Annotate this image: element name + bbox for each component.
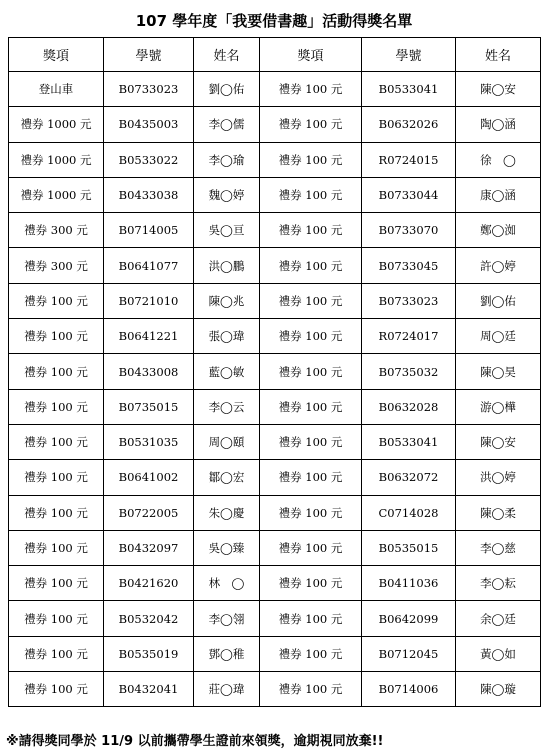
student-id-cell: B0733070 bbox=[362, 213, 456, 248]
name-cell: 洪◯鵬 bbox=[194, 248, 260, 283]
prize-cell: 禮券 100 元 bbox=[9, 460, 104, 495]
name-cell: 李◯耘 bbox=[456, 566, 541, 601]
prize-cell: 禮券 300 元 bbox=[9, 213, 104, 248]
student-id-cell: B0632028 bbox=[362, 389, 456, 424]
name-cell: 周◯廷 bbox=[456, 319, 541, 354]
prize-cell: 禮券 100 元 bbox=[260, 72, 362, 107]
student-id-cell: B0641221 bbox=[104, 319, 194, 354]
name-cell: 李◯慈 bbox=[456, 530, 541, 565]
prize-cell: 禮券 100 元 bbox=[260, 389, 362, 424]
name-cell: 黃◯如 bbox=[456, 636, 541, 671]
student-id-cell: B0733044 bbox=[362, 177, 456, 212]
prize-cell: 禮券 100 元 bbox=[9, 354, 104, 389]
student-id-cell: B0535019 bbox=[104, 636, 194, 671]
student-id-cell: B0421620 bbox=[104, 566, 194, 601]
name-cell: 陶◯涵 bbox=[456, 107, 541, 142]
prize-cell: 禮券 100 元 bbox=[260, 248, 362, 283]
prize-cell: 禮券 100 元 bbox=[260, 107, 362, 142]
prize-cell: 禮券 100 元 bbox=[9, 566, 104, 601]
student-id-cell: B0533041 bbox=[362, 72, 456, 107]
name-cell: 李◯瑜 bbox=[194, 142, 260, 177]
name-cell: 吳◯臻 bbox=[194, 530, 260, 565]
name-cell: 陳◯柔 bbox=[456, 495, 541, 530]
name-cell: 康◯涵 bbox=[456, 177, 541, 212]
name-cell: 鄭◯洳 bbox=[456, 213, 541, 248]
name-cell: 莊◯瑋 bbox=[194, 672, 260, 707]
name-cell: 魏◯婷 bbox=[194, 177, 260, 212]
name-cell: 陳◯安 bbox=[456, 72, 541, 107]
table-row bbox=[9, 72, 541, 107]
prize-cell: 禮券 100 元 bbox=[260, 495, 362, 530]
student-id-cell: B0432041 bbox=[104, 672, 194, 707]
prize-cell: 禮券 100 元 bbox=[260, 319, 362, 354]
table-row bbox=[9, 107, 541, 142]
prize-cell: 禮券 300 元 bbox=[9, 248, 104, 283]
student-id-cell: B0722005 bbox=[104, 495, 194, 530]
name-cell: 鄒◯宏 bbox=[194, 460, 260, 495]
student-id-cell: B0733045 bbox=[362, 248, 456, 283]
student-id-cell: B0632072 bbox=[362, 460, 456, 495]
table-row bbox=[9, 389, 541, 424]
header-prize: 獎項 bbox=[9, 38, 104, 72]
prize-cell: 禮券 100 元 bbox=[260, 566, 362, 601]
student-id-cell: B0712045 bbox=[362, 636, 456, 671]
student-id-cell: B0533022 bbox=[104, 142, 194, 177]
name-cell: 游◯樺 bbox=[456, 389, 541, 424]
student-id-cell: B0721010 bbox=[104, 283, 194, 318]
student-id-cell: B0533041 bbox=[362, 424, 456, 459]
table-row bbox=[9, 566, 541, 601]
student-id-cell: B0433008 bbox=[104, 354, 194, 389]
name-cell: 劉◯佑 bbox=[194, 72, 260, 107]
name-cell: 吳◯亘 bbox=[194, 213, 260, 248]
name-cell: 陳◯璇 bbox=[456, 672, 541, 707]
prize-cell: 禮券 100 元 bbox=[260, 283, 362, 318]
header-name: 姓名 bbox=[194, 38, 260, 72]
name-cell: 林 ◯ bbox=[194, 566, 260, 601]
prize-cell: 禮券 100 元 bbox=[9, 601, 104, 636]
prize-cell: 禮券 100 元 bbox=[260, 424, 362, 459]
prize-cell: 禮券 1000 元 bbox=[9, 142, 104, 177]
prize-cell: 禮券 100 元 bbox=[9, 319, 104, 354]
header-student-id: 學號 bbox=[362, 38, 456, 72]
name-cell: 周◯頤 bbox=[194, 424, 260, 459]
header-student-id: 學號 bbox=[104, 38, 194, 72]
header-name: 姓名 bbox=[456, 38, 541, 72]
student-id-cell: B0435003 bbox=[104, 107, 194, 142]
prize-cell: 禮券 100 元 bbox=[260, 601, 362, 636]
student-id-cell: B0433038 bbox=[104, 177, 194, 212]
table-row bbox=[9, 319, 541, 354]
table-row bbox=[9, 601, 541, 636]
name-cell: 張◯瑋 bbox=[194, 319, 260, 354]
prize-cell: 禮券 100 元 bbox=[9, 495, 104, 530]
name-cell: 鄧◯稚 bbox=[194, 636, 260, 671]
prize-cell: 禮券 100 元 bbox=[9, 389, 104, 424]
student-id-cell: B0531035 bbox=[104, 424, 194, 459]
student-id-cell: R0724017 bbox=[362, 319, 456, 354]
header-prize: 獎項 bbox=[260, 38, 362, 72]
award-winners-table bbox=[8, 37, 541, 707]
name-cell: 許◯婷 bbox=[456, 248, 541, 283]
name-cell: 陳◯昊 bbox=[456, 354, 541, 389]
student-id-cell: B0714005 bbox=[104, 213, 194, 248]
name-cell: 徐 ◯ bbox=[456, 142, 541, 177]
name-cell: 陳◯兆 bbox=[194, 283, 260, 318]
prize-cell: 禮券 100 元 bbox=[9, 424, 104, 459]
prize-cell: 禮券 1000 元 bbox=[9, 107, 104, 142]
table-row bbox=[9, 354, 541, 389]
table-row bbox=[9, 283, 541, 318]
pickup-notice: ※請得獎同學於 11/9 以前攜帶學生證前來領獎，逾期視同放棄!! bbox=[6, 734, 384, 749]
student-id-cell: C0714028 bbox=[362, 495, 456, 530]
table-header-row bbox=[9, 38, 541, 72]
page-title: 107 學年度「我要借書趣」活動得獎名單 bbox=[135, 12, 413, 30]
name-cell: 洪◯婷 bbox=[456, 460, 541, 495]
name-cell: 李◯儒 bbox=[194, 107, 260, 142]
student-id-cell: B0432097 bbox=[104, 530, 194, 565]
name-cell: 余◯廷 bbox=[456, 601, 541, 636]
student-id-cell: B0714006 bbox=[362, 672, 456, 707]
student-id-cell: B0735032 bbox=[362, 354, 456, 389]
table-row bbox=[9, 460, 541, 495]
table-row bbox=[9, 213, 541, 248]
student-id-cell: B0641002 bbox=[104, 460, 194, 495]
table-row bbox=[9, 248, 541, 283]
prize-cell: 禮券 100 元 bbox=[9, 636, 104, 671]
name-cell: 朱◯慶 bbox=[194, 495, 260, 530]
name-cell: 藍◯敏 bbox=[194, 354, 260, 389]
prize-cell: 禮券 100 元 bbox=[260, 177, 362, 212]
prize-cell: 禮券 100 元 bbox=[9, 530, 104, 565]
student-id-cell: B0735015 bbox=[104, 389, 194, 424]
student-id-cell: R0724015 bbox=[362, 142, 456, 177]
prize-cell: 禮券 100 元 bbox=[260, 213, 362, 248]
student-id-cell: B0641077 bbox=[104, 248, 194, 283]
prize-cell: 禮券 100 元 bbox=[9, 672, 104, 707]
prize-cell: 禮券 100 元 bbox=[260, 636, 362, 671]
student-id-cell: B0535015 bbox=[362, 530, 456, 565]
student-id-cell: B0733023 bbox=[104, 72, 194, 107]
table-row bbox=[9, 530, 541, 565]
student-id-cell: B0632026 bbox=[362, 107, 456, 142]
name-cell: 李◯云 bbox=[194, 389, 260, 424]
table-row bbox=[9, 142, 541, 177]
table-row bbox=[9, 636, 541, 671]
table-row bbox=[9, 177, 541, 212]
name-cell: 李◯翎 bbox=[194, 601, 260, 636]
prize-cell: 登山車 bbox=[9, 72, 104, 107]
name-cell: 陳◯安 bbox=[456, 424, 541, 459]
prize-cell: 禮券 100 元 bbox=[260, 530, 362, 565]
table-row bbox=[9, 672, 541, 707]
prize-cell: 禮券 100 元 bbox=[9, 283, 104, 318]
table-row bbox=[9, 495, 541, 530]
student-id-cell: B0411036 bbox=[362, 566, 456, 601]
prize-cell: 禮券 100 元 bbox=[260, 142, 362, 177]
prize-cell: 禮券 100 元 bbox=[260, 672, 362, 707]
student-id-cell: B0642099 bbox=[362, 601, 456, 636]
table-row bbox=[9, 424, 541, 459]
student-id-cell: B0733023 bbox=[362, 283, 456, 318]
student-id-cell: B0532042 bbox=[104, 601, 194, 636]
prize-cell: 禮券 1000 元 bbox=[9, 177, 104, 212]
prize-cell: 禮券 100 元 bbox=[260, 354, 362, 389]
prize-cell: 禮券 100 元 bbox=[260, 460, 362, 495]
name-cell: 劉◯佑 bbox=[456, 283, 541, 318]
